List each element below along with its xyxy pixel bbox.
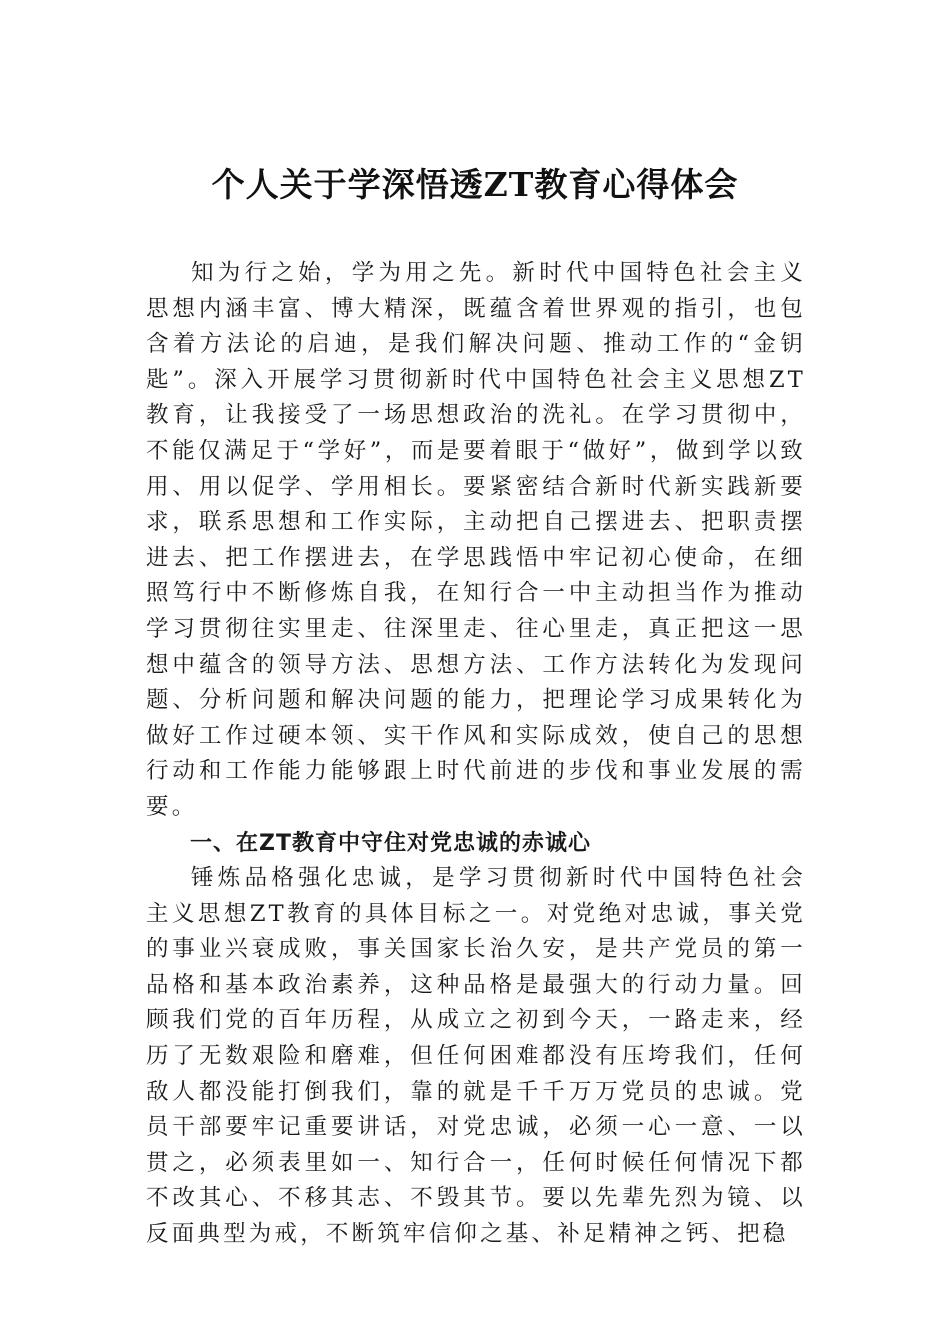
paragraph-section-1: 锤炼品格强化忠诚，是学习贯彻新时代中国特色社会主义思想ZT教育的具体目标之一。对党绝对忠诚，事关党的事业兴衰成败，事关国家长治久安，是共产党员的第一品格和基本政治素养，这种品格是最强大的行动力量。回顾我们党的百年历程，从成立之初到今天，一路走来，经历了无数艰险和磨难，但任何困难都没有压垮我们，任何敌人都没能打倒我们，靠的就是千千万万党员的忠诚。党员干部要牢记重要讲话，对党忠诚，必须一心一意、一以贯之，必须表里如一、知行合一，任何时候任何情况下都不改其心、不移其志、不毁其节。要以先辈先烈为镜、以反面典型为戒，不断筑牢信仰之基、补足精神之钙、把稳	[146, 865, 806, 1248]
document-title: 个人关于学深悟透ZT教育心得体会	[211, 165, 739, 204]
document-body	[146, 256, 806, 1253]
paragraph-intro: 知为行之始，学为用之先。新时代中国特色社会主义思想内涵丰富、博大精深，既蕴含着世界观的指引，也包含着方法论的启迪，是我们解决问题、推动工作的“金钥匙”。深入开展学习贯彻新时代中国特色社会主义思想ZT教育，让我接受了一场思想政治的洗礼。在学习贯彻中，不能仅满足于“学好”，而是要着眼于“做好”，做到学以致用、用以促学、学用相长。要紧密结合新时代新实践新要求，联系思想和工作实际，主动把自己摆进去、把职责摆进去、把工作摆进去，在学思践悟中牢记初心使命，在细照笃行中不断修炼自我，在知行合一中主动担当作为推动学习贯彻往实里走、往深里走、往心里走，真正把这一思想中蕴含的领导方法、思想方法、工作方法转化为发现问题、分析问题和解决问题的能力，把理论学习成果转化为做好工作过硬本领、实干作风和实际成效，使自己的思想行动和工作能力能够跟上时代前进的步伐和事业发展的需要。	[146, 260, 806, 820]
section-heading-1: 一、在ZT教育中守住对党忠诚的赤诚心	[190, 830, 591, 856]
